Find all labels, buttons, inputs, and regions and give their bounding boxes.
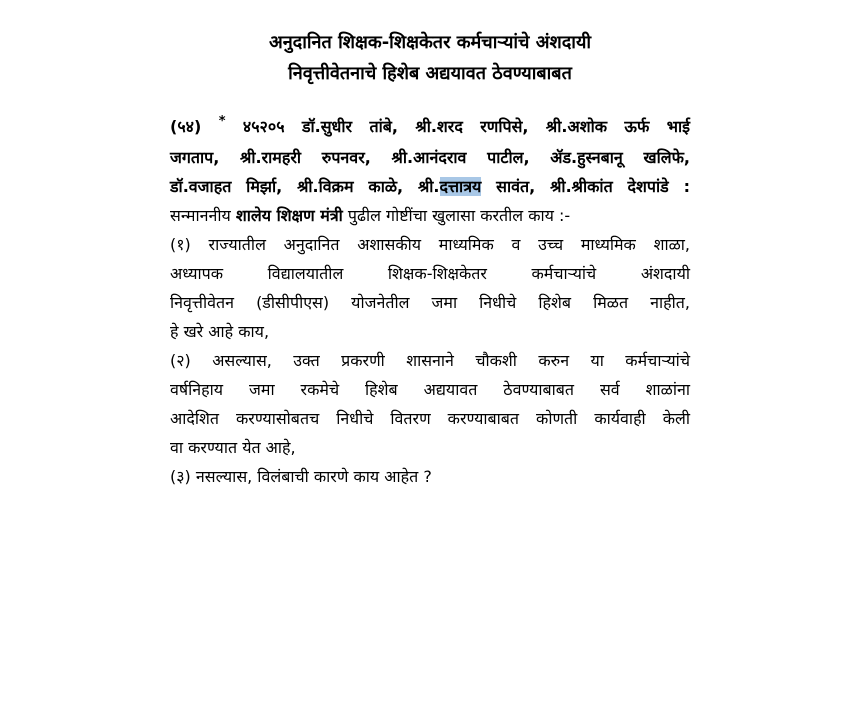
- point-2-line-4: वा करण्यात येत आहे,: [170, 438, 296, 457]
- heading-line-1: अनुदानित शिक्षक-शिक्षकेतर कर्मचाऱ्यांचे अंशदायी: [268, 32, 592, 53]
- point-1-line-3: निवृत्तीवेतन (डीसीपीएस) योजनेतील जमा निधीचे हिशेब मिळत नाहीत,: [170, 293, 690, 312]
- point-2-line-2: वर्षनिहाय जमा रकमेचे हिशेब अद्ययावत ठेवण्याबाबत सर्व शाळांना: [170, 380, 690, 399]
- starred-question-mark: *: [218, 114, 226, 129]
- addressee-prefix: सन्माननीय: [170, 206, 236, 225]
- members-line-2: जगताप, श्री.रामहरी रुपनवर, श्री.आनंदराव पाटील, ॲड.हुस्नबानू खलिफे,: [170, 148, 690, 167]
- point-3-line-1: (३) नसल्यास, विलंबाची कारणे काय आहेत ?: [170, 467, 432, 486]
- addressee-suffix: पुढील गोष्टींचा खुलासा करतील काय :-: [342, 206, 571, 225]
- point-1-line-1: (१) राज्यातील अनुदानित अशासकीय माध्यमिक व उच्च माध्यमिक शाळा,: [170, 235, 690, 254]
- question-body: [170, 112, 690, 491]
- point-1-line-2: अध्यापक विद्यालयातील शिक्षक-शिक्षकेतर कर्मचाऱ्यांचे अंशदायी: [170, 264, 690, 283]
- point-1-line-4: हे खरे आहे काय,: [170, 322, 270, 341]
- heading-line-2: निवृत्तीवेतनाचे हिशेब अद्ययावत ठेवण्याबाबत: [288, 63, 572, 84]
- member-names-1: ४५२०५ डॉ.सुधीर तांबे, श्री.शरद रणपिसे, श्री.अशोक ऊर्फ भाई: [242, 117, 690, 136]
- question-number: (५४): [170, 117, 202, 136]
- addressee-line: [170, 201, 690, 230]
- members-line-3: [170, 172, 690, 201]
- member-names-3a: डॉ.वजाहत मिर्झा, श्री.विक्रम काळे, श्री.: [170, 177, 440, 196]
- minister-title: शालेय शिक्षण मंत्री: [235, 206, 343, 225]
- highlighted-name[interactable]: दत्तात्रय: [439, 177, 482, 196]
- members-line-1: [170, 112, 690, 143]
- point-2-line-1: (२) असल्यास, उक्त प्रकरणी शासनाने चौकशी करुन या कर्मचाऱ्यांचे: [170, 351, 690, 370]
- member-names-3b: सावंत, श्री.श्रीकांत देशपांडे :: [481, 177, 690, 196]
- point-2-line-3: आदेशित करण्यासोबतच निधीचे वितरण करण्याबाबत कोणती कार्यवाही केली: [170, 409, 690, 428]
